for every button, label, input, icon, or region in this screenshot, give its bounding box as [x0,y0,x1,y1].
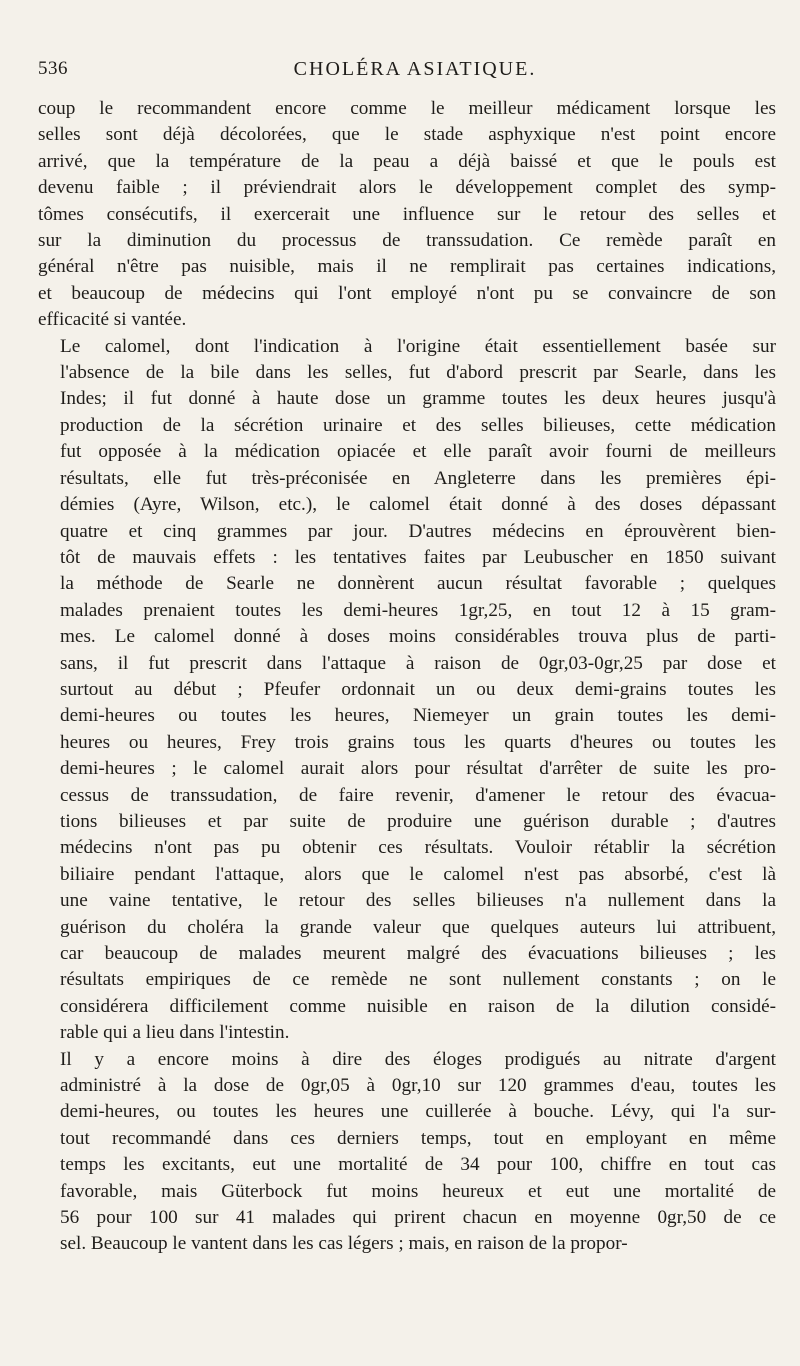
text-line: Le calomel, dont l'indication à l'origine était essentiellement basée sur [60,335,776,357]
text-line: malades prenaient toutes les demi-heures 1gr,25, en tout 12 à 15 gram- [60,599,776,621]
text-line: médecins n'ont pas pu obtenir ces résultats. Vouloir rétablir la sécrétion [60,837,776,859]
text-line: surtout au début ; Pfeufer ordonnait un ou deux demi-grains toutes les [60,678,776,700]
text-line: demi-heures, ou toutes les heures une cuillerée à bouche. Lévy, qui l'a sur- [60,1101,776,1123]
text-line: selles sont déjà décolorées, que le stade asphyxique n'est point encore [38,124,776,146]
text-line: tions bilieuses et par suite de produire une guérison durable ; d'autres [60,810,776,832]
running-title: CHOLÉRA ASIATIQUE. [293,58,537,80]
text-line: résultats, elle fut très-préconisée en Angleterre dans les premières épi- [60,467,776,489]
paragraph [38,334,776,1047]
text-line: quatre et cinq grammes par jour. D'autres médecins en éprouvèrent bien- [60,520,776,542]
text-line: 56 pour 100 sur 41 malades qui prirent chacun en moyenne 0gr,50 de ce [60,1207,776,1229]
text-line: favorable, mais Güterbock fut moins heureux et eut une mortalité de [60,1180,776,1202]
body-text [38,96,776,1258]
text-line: biliaire pendant l'attaque, alors que le calomel n'est pas absorbé, c'est là [60,863,776,885]
paragraph [38,1047,776,1258]
text-line: la méthode de Searle ne donnèrent aucun résultat favorable ; quelques [60,573,776,595]
text-line: sans, il fut prescrit dans l'attaque à raison de 0gr,03-0gr,25 par dose et [60,652,776,674]
text-line: Indes; il fut donné à haute dose un gramme toutes les deux heures jusqu'à [60,388,776,410]
text-line: tout recommandé dans ces derniers temps, tout en employant en même [60,1127,776,1149]
text-line: Il y a encore moins à dire des éloges prodigués au nitrate d'argent [60,1048,776,1070]
text-line: sur la diminution du processus de transsudation. Ce remède paraît en [38,230,776,252]
text-line: résultats empiriques de ce remède ne sont nullement constants ; on le [60,969,776,991]
text-line: une vaine tentative, le retour des selles bilieuses n'a nullement dans la [60,890,776,912]
text-line: mes. Le calomel donné à doses moins considérables trouva plus de parti- [60,626,776,648]
text-line: arrivé, que la température de la peau a déjà baissé et que le pouls est [38,150,776,172]
text-line: démies (Ayre, Wilson, etc.), le calomel était donné à des doses dépassant [60,494,776,516]
text-line: coup le recommandent encore comme le meilleur médicament lorsque les [38,98,776,119]
text-line: guérison du choléra la grande valeur que quelques auteurs lui attribuent, [60,916,776,938]
text-line: demi-heures ; le calomel aurait alors pour résultat d'arrêter de suite les pro- [60,758,776,780]
text-line: temps les excitants, eut une mortalité de 34 pour 100, chiffre en tout cas [60,1154,776,1176]
paragraph [38,96,776,334]
text-line: production de la sécrétion urinaire et des selles bilieuses, cette médication [60,414,776,436]
text-line: rable qui a lieu dans l'intestin. [60,1022,290,1044]
text-line: cessus de transsudation, de faire revenir, d'amener le retour des évacua- [60,784,776,806]
text-line: fut opposée à la médication opiacée et elle paraît avoir fourni de meilleurs [60,441,776,463]
text-line: l'absence de la bile dans les selles, fut d'abord prescrit par Searle, dans les [60,362,776,384]
text-line: efficacité si vantée. [38,309,187,331]
text-line: devenu faible ; il préviendrait alors le développement complet des symp- [38,177,776,199]
text-line: tômes consécutifs, il exercerait une influence sur le retour des selles et [38,203,776,225]
text-line: demi-heures ou toutes les heures, Niemeyer un grain toutes les demi- [60,705,776,727]
text-line: considérera difficilement comme nuisible en raison de la dilution considé- [60,995,776,1017]
text-line: et beaucoup de médecins qui l'ont employé n'ont pu se convaincre de son [38,282,776,304]
text-line: administré à la dose de 0gr,05 à 0gr,10 sur 120 grammes d'eau, toutes les [60,1075,776,1097]
text-line: car beaucoup de malades meurent malgré des évacuations bilieuses ; les [60,943,776,964]
text-line: tôt de mauvais effets : les tentatives faites par Leubuscher en 1850 suivant [60,546,776,568]
page-number: 536 [38,58,68,79]
text-line: heures ou heures, Frey trois grains tous les quarts d'heures ou toutes les [60,731,776,753]
page-header [38,58,772,92]
text-line: général n'être pas nuisible, mais il ne remplirait pas certaines indications, [38,256,776,278]
text-line: sel. Beaucoup le vantent dans les cas légers ; mais, en raison de la propor- [60,1233,628,1255]
